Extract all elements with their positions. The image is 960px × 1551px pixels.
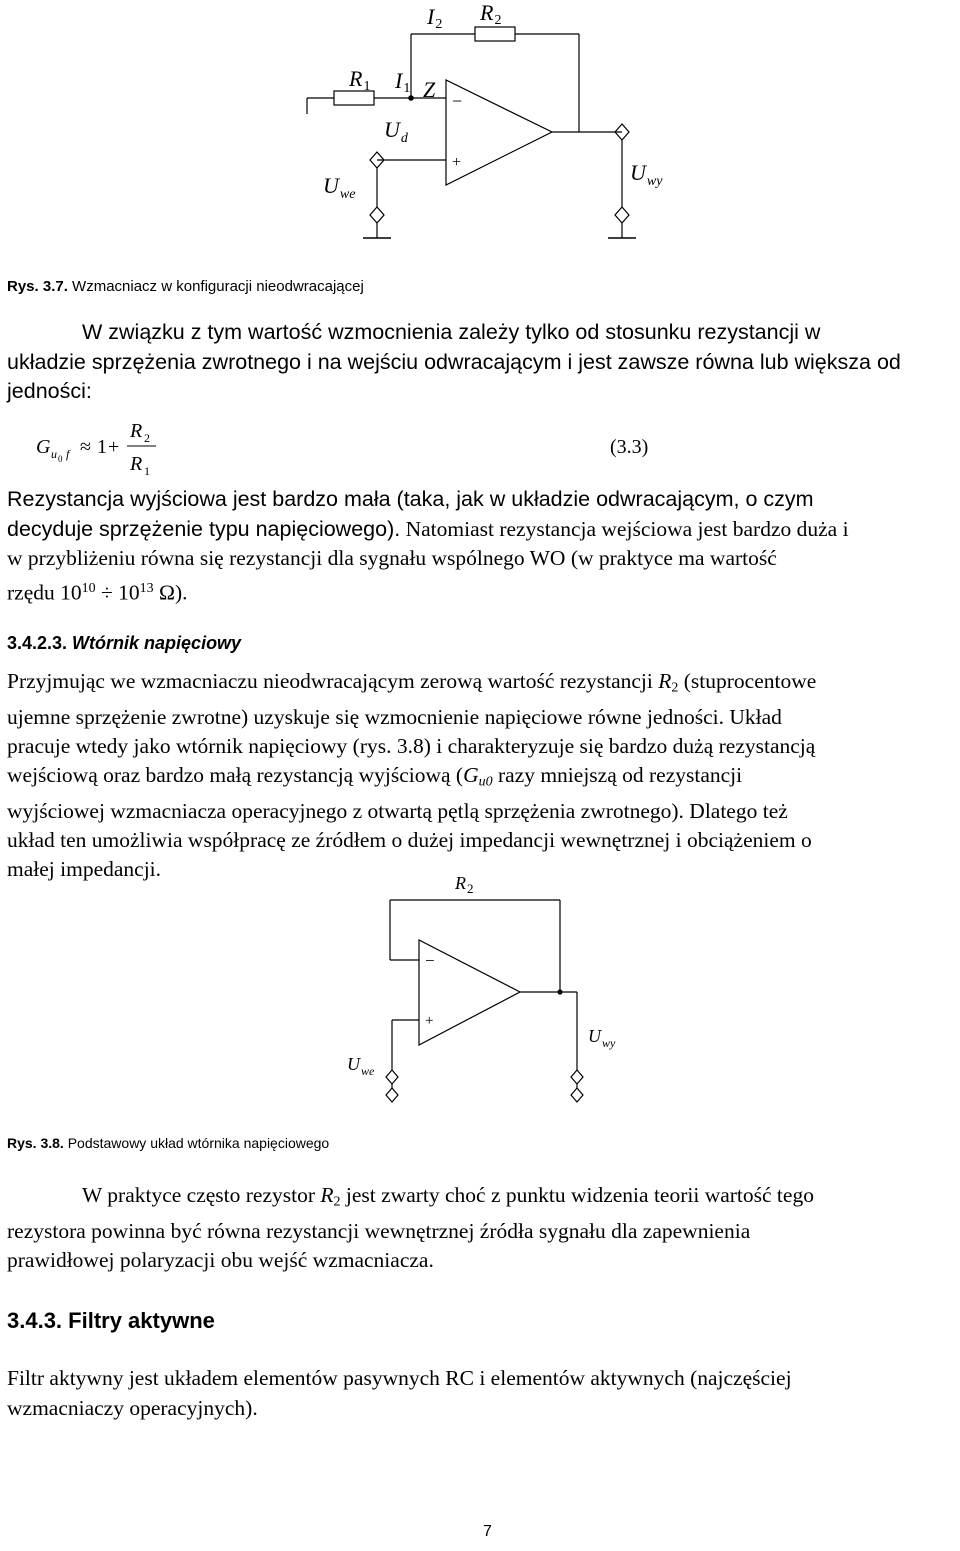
label-i1: I1 bbox=[395, 68, 411, 96]
label2-r2: $R_2$ bbox=[455, 873, 474, 896]
para3-line4: wejściową oraz bardzo małą rezystancją wyjściową ($G_{u0}$ razy mniejszą od rezystancji bbox=[7, 763, 743, 790]
eq-g-sub-0: 0 bbox=[58, 454, 63, 464]
label-i2: I2 bbox=[427, 4, 443, 32]
figure2-caption-number: Rys. 3.8. bbox=[7, 1135, 64, 1151]
figure1-caption-number: Rys. 3.7. bbox=[7, 278, 68, 295]
figure2-caption bbox=[7, 1135, 329, 1151]
para3-line6: układ ten umożliwia współpracę ze źródłem o dużej impedancji wewnętrznej i obciążeniem o bbox=[7, 827, 812, 852]
eq-denominator-sub: 1 bbox=[144, 464, 150, 478]
page-number: 7 bbox=[483, 1523, 492, 1540]
label-ud: $U_d$ bbox=[384, 117, 408, 146]
eq-g-sub-u: u bbox=[51, 447, 57, 461]
paragraph-practice-note bbox=[7, 1181, 955, 1276]
para4-line3: prawidłowej polaryzacji obu wejść wzmacniacza. bbox=[7, 1248, 434, 1273]
eq-plus: + bbox=[108, 436, 120, 458]
figure-non-inverting-amplifier bbox=[0, 0, 960, 250]
eq-g-sub-f: f bbox=[66, 447, 70, 461]
uwe2-source-top bbox=[386, 1070, 398, 1084]
label-uwe: $U_{we}$ bbox=[323, 173, 356, 202]
eq-one: 1 bbox=[97, 436, 107, 458]
uwy2-terminal-top bbox=[571, 1070, 583, 1084]
figure-voltage-follower bbox=[0, 865, 960, 1115]
para1-line2: układzie sprzężenia zwrotnego i na wejściu odwracającym i jest zawsze równa lub większa od bbox=[7, 349, 901, 374]
para3-line5: wyjściowej wzmacniacza operacyjnego z otwartą pętlą sprzężenia zwrotnego). Dlatego też bbox=[7, 798, 788, 823]
paragraph-voltage-follower bbox=[7, 667, 955, 884]
equation-3-3 bbox=[0, 410, 720, 482]
para3-line1: Przyjmując we wzmacniaczu nieodwracającym zerową wartość rezystancji $R_2$ (stuprocentowe bbox=[7, 669, 817, 696]
para5-line2: wzmacniaczy operacyjnych). bbox=[7, 1395, 258, 1420]
eq-number: (3.3) bbox=[610, 436, 649, 458]
label-opamp-plus: + bbox=[452, 154, 462, 171]
para4-line1: W praktyce często rezystor $R_2$ jest zwarty choć z punktu widzenia teorii wartość tego bbox=[82, 1183, 814, 1210]
para1-line3: jedności: bbox=[7, 379, 92, 403]
label-uwy: $U_{wy}$ bbox=[630, 160, 663, 189]
para2-line4: rzędu $10^{10} \div 10^{13}$ Ω). bbox=[7, 580, 188, 605]
eq-g: G bbox=[36, 436, 51, 458]
eq-denominator: R bbox=[130, 453, 143, 475]
para5-line1: Filtr aktywny jest układem elementów pasywnych RC i elementów aktywnych (najczęściej bbox=[7, 1366, 792, 1390]
label2-opamp-minus: − bbox=[425, 951, 435, 970]
para2-line3: w przybliżeniu równa się rezystancji dla sygnału wspólnego WO (w praktyce ma wartość bbox=[7, 546, 777, 570]
para4-line2: rezystora powinna być równa rezystancji wewnętrznej źródła sygnału dla zapewnienia bbox=[7, 1218, 751, 1243]
paragraph-resistance bbox=[7, 485, 955, 608]
label2-opamp-plus: + bbox=[425, 1013, 434, 1029]
heading-active-filters bbox=[7, 1308, 215, 1334]
heading1-number: 3.4.2.3. bbox=[7, 633, 68, 653]
heading-voltage-follower bbox=[7, 633, 241, 654]
figure1-caption-text: Wzmacniacz w konfiguracji nieodwracającej bbox=[67, 278, 364, 295]
figure1-caption bbox=[7, 278, 364, 295]
label2-uwe: $U_{we}$ bbox=[347, 1054, 375, 1078]
label-opamp-minus: − bbox=[452, 91, 463, 111]
para2-line2a: decyduje sprzężenie typu napięciowego). bbox=[7, 516, 401, 541]
label-r2: R2 bbox=[480, 0, 502, 28]
label-z: Z bbox=[423, 77, 436, 102]
para2-line1: Rezystancja wyjściowa jest bardzo mała (taka, jak w układzie odwracającym, o czym bbox=[7, 487, 814, 511]
heading1-title: Wtórnik napięciowy bbox=[67, 633, 242, 653]
resistor-r2 bbox=[475, 27, 515, 41]
para3-line7: małej impedancji. bbox=[7, 857, 162, 882]
heading2-title: Filtry aktywne bbox=[62, 1308, 215, 1333]
eq-approx: ≈ bbox=[80, 436, 91, 458]
para1-line1: W związku z tym wartość wzmocnienia zależy tylko od stosunku rezystancji w bbox=[82, 320, 821, 344]
uwy2-terminal-bottom bbox=[571, 1088, 583, 1102]
para2-line2b: Natomiast rezystancja wejściowa jest bardzo duża i bbox=[400, 516, 849, 541]
heading2-number: 3.4.3. bbox=[7, 1308, 63, 1333]
label2-uwy: $U_{wy}$ bbox=[588, 1026, 616, 1050]
eq-numerator-sub: 2 bbox=[144, 431, 150, 445]
eq-numerator: R bbox=[130, 420, 143, 442]
uwe2-source-bottom bbox=[386, 1088, 398, 1102]
paragraph-gain-intro bbox=[7, 318, 955, 407]
uwe-source-bottom bbox=[370, 207, 384, 223]
para3-line2: ujemne sprzężenie zwrotne) uzyskuje się wzmocnienie napięciowe równe jedności. Układ bbox=[7, 704, 782, 729]
paragraph-active-filters bbox=[7, 1364, 955, 1423]
para3-line3: pracuje wtedy jako wtórnik napięciowy (rys. 3.8) i charakteryzuje się bardzo dużą rezystancją bbox=[7, 733, 816, 758]
figure2-caption-text: Podstawowy układ wtórnika napięciowego bbox=[63, 1135, 330, 1151]
uwy-terminal-bottom bbox=[615, 207, 629, 223]
label-r1: R1 bbox=[349, 66, 371, 94]
